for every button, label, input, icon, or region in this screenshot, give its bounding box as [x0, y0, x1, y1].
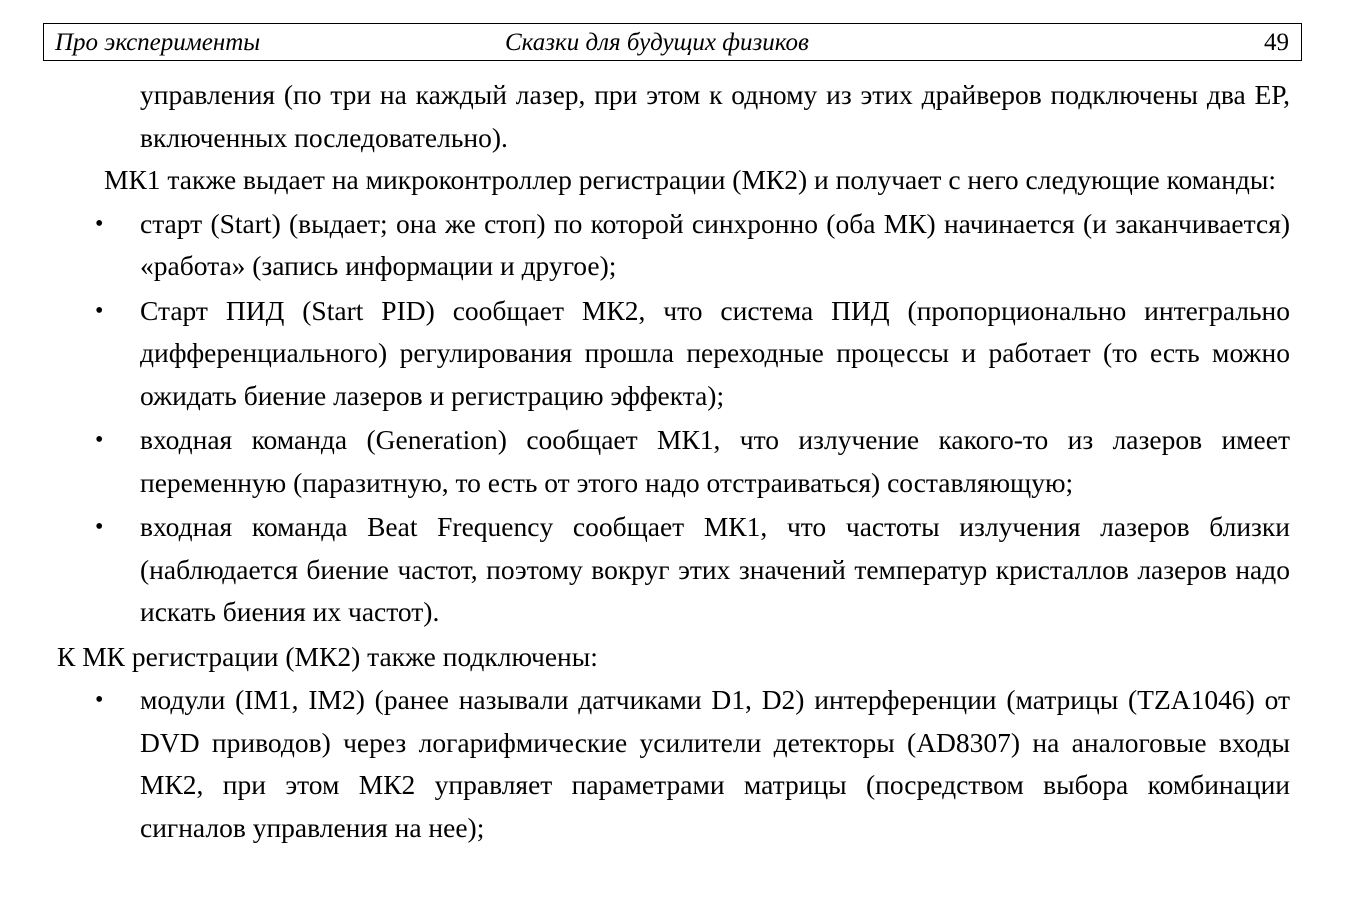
list-item-text: входная команда Beat Frequency сообщает МК1, что частоты излучения лазеров близки (наблюдается биение частот, поэтому вокруг этих значений температур кристаллов лазеров надо искать биения их частот).	[140, 511, 1290, 627]
bullet-icon: •	[95, 514, 104, 540]
list-item	[57, 506, 1290, 634]
header-book-title: Сказки для будущих физиков	[505, 29, 809, 56]
continued-paragraph: управления (по три на каждый лазер, при этом к одному из этих драйверов подключены два ЕР, включенных последовательно).	[140, 79, 1290, 153]
list-item	[57, 419, 1290, 504]
header-section-title: Про эксперименты	[55, 29, 261, 56]
list-item	[57, 203, 1290, 288]
list-item	[57, 290, 1290, 418]
running-header	[43, 23, 1302, 61]
list-item	[57, 679, 1290, 849]
paragraph-connected-intro: К МК регистрации (МК2) также подключены:	[57, 640, 598, 672]
connected-modules-list	[57, 679, 1290, 849]
bullet-icon: •	[95, 427, 104, 453]
list-item-text: Старт ПИД (Start PID) сообщает МК2, что система ПИД (пропорционально интегрально дифференциального) регулирования прошла переходные процессы и работает (то есть можно ожидать биение лазеров и регистрацию эффекта);	[140, 294, 1290, 411]
bullet-icon: •	[95, 210, 104, 237]
list-item-text: входная команда (Generation) сообщает МК1, что излучение какого-то из лазеров имеет переменную (паразитную, то есть от этого надо отстраиваться) составляющую;	[140, 424, 1290, 498]
paragraph-commands-intro: МК1 также выдает на микроконтроллер регистрации (МК2) и получает с него следующие команды:	[104, 164, 1277, 195]
bullet-icon: •	[95, 297, 104, 324]
page-number: 49	[1264, 29, 1289, 56]
page-body	[57, 74, 1290, 851]
list-item-text: старт (Start) (выдает; она же стоп) по которой синхронно (оба МК) начинается (и заканчивается) «работа» (запись информации и другое);	[140, 207, 1290, 281]
commands-list	[57, 203, 1290, 634]
list-item-text: модули (IM1, IM2) (ранее называли датчиками D1, D2) интерференции (матрицы (TZA1046) от DVD приводов) через логарифмические усилители детекторы (AD8307) на аналоговые входы МК2, при этом МК2 управляет параметрами матрицы (посредством выбора комбинации сигналов управления на нее);	[140, 684, 1290, 843]
bullet-icon: •	[95, 687, 104, 713]
